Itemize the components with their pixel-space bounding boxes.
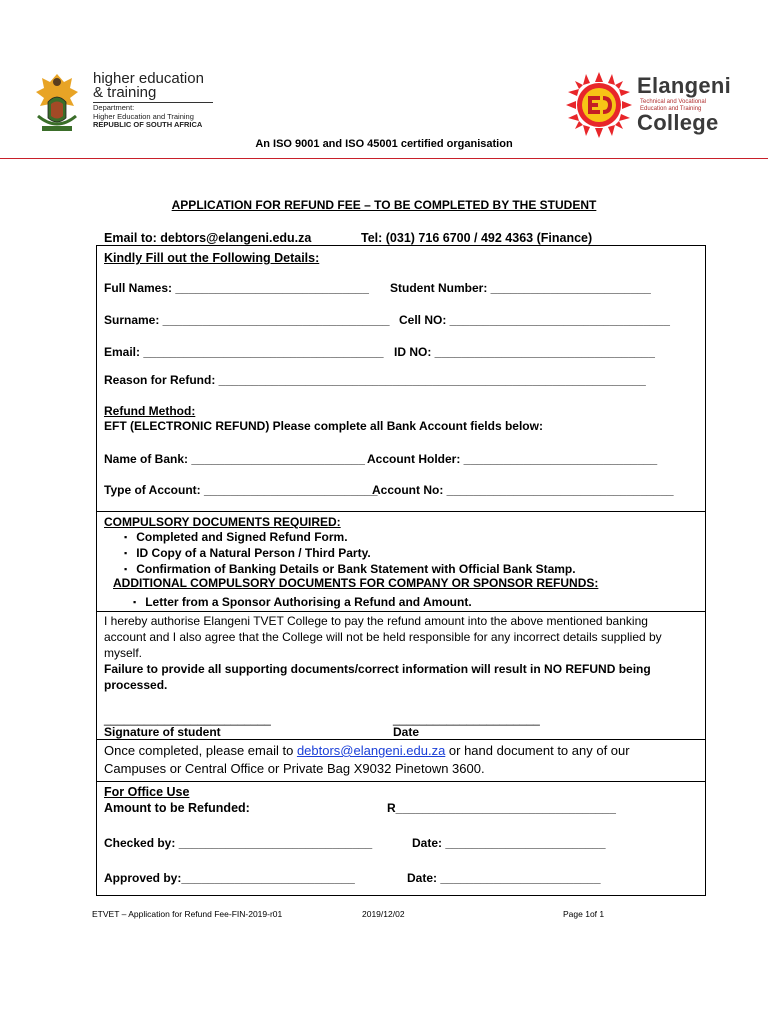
footer-doc-ref: ETVET – Application for Refund Fee-FIN-2019-r01 — [92, 909, 283, 919]
footer-page: Page 1of 1 — [563, 909, 605, 919]
details-section — [96, 245, 706, 512]
elangeni-sun-logo — [566, 72, 632, 138]
surname-field[interactable]: Surname: __________________________________ — [104, 313, 390, 327]
dhet-department — [93, 104, 202, 130]
eft-instruction: EFT (ELECTRONIC REFUND) Please complete all Bank Account fields below: — [104, 419, 543, 433]
additional-documents-heading: ADDITIONAL COMPULSORY DOCUMENTS FOR COMPANY OR SPONSOR REFUNDS: — [113, 576, 599, 590]
account-no-field[interactable]: Account No: __________________________________ — [372, 483, 674, 497]
documents-heading: COMPULSORY DOCUMENTS REQUIRED: — [104, 515, 341, 529]
authorisation-line-3: myself. — [104, 646, 143, 660]
authorisation-line-2: account and I also agree that the College will not be held responsible for any incorrect details supplied by — [104, 630, 662, 644]
signature-label: Signature of student — [104, 725, 221, 739]
form-title: APPLICATION FOR REFUND FEE – TO BE COMPLETED BY THE STUDENT — [171, 198, 597, 212]
document-item-label: ID Copy of a Natural Person / Third Party. — [136, 546, 371, 560]
approved-date-field[interactable]: Date: ________________________ — [407, 871, 601, 885]
authorisation-section — [96, 611, 706, 740]
college-subtitle: Technical and Vocational Education and Training — [640, 99, 707, 112]
coat-of-arms-logo — [34, 72, 80, 134]
documents-list — [124, 530, 576, 578]
dhet-line-1: higher education — [93, 70, 204, 87]
reason-field[interactable]: Reason for Refund: ________________________________________________________________ — [104, 373, 646, 387]
dhet-country: REPUBLIC OF SOUTH AFRICA — [93, 120, 203, 129]
details-heading: Kindly Fill out the Following Details: — [104, 251, 320, 265]
cell-no-field[interactable]: Cell NO: _________________________________ — [399, 313, 670, 327]
header-divider — [0, 158, 768, 159]
signature-line[interactable]: _________________________ — [104, 712, 271, 726]
list-item — [124, 530, 576, 546]
list-item — [133, 595, 472, 609]
square-bullet-icon: ▪ — [124, 564, 128, 574]
footer-date: 2019/12/02 — [362, 909, 405, 919]
submission-line-1 — [104, 743, 630, 758]
date-line[interactable]: ______________________ — [393, 712, 540, 726]
additional-item-label: Letter from a Sponsor Authorising a Refund and Amount. — [145, 595, 472, 609]
square-bullet-icon: ▪ — [124, 548, 128, 558]
document-item-label: Completed and Signed Refund Form. — [136, 530, 348, 544]
telephone: Tel: (031) 716 6700 / 492 4363 (Finance) — [361, 231, 593, 245]
dhet-dept-label: Department: — [93, 103, 135, 112]
authorisation-line-1: I hereby authorise Elangeni TVET College to pay the refund amount into the above mentioned banking — [104, 614, 648, 628]
dhet-wordmark — [93, 72, 204, 100]
bank-name-field[interactable]: Name of Bank: __________________________ — [104, 452, 365, 466]
debtors-email-link[interactable]: debtors@elangeni.edu.za — [296, 743, 446, 758]
id-no-field[interactable]: ID NO: _________________________________ — [394, 345, 655, 359]
email-to: Email to: debtors@elangeni.edu.za — [104, 231, 312, 245]
amount-field[interactable]: R_________________________________ — [387, 801, 616, 815]
square-bullet-icon: ▪ — [133, 597, 137, 607]
list-item — [124, 546, 576, 562]
date-label: Date — [393, 725, 420, 739]
warning-line-2: processed. — [104, 678, 168, 692]
office-use-section — [96, 781, 706, 896]
email-field[interactable]: Email: ____________________________________ — [104, 345, 384, 359]
warning-line-1: Failure to provide all supporting documents/correct information will result in NO REFUND being — [104, 662, 651, 676]
checked-by-field[interactable]: Checked by: _____________________________ — [104, 836, 373, 850]
student-number-field[interactable]: Student Number: ________________________ — [390, 281, 651, 295]
full-names-field[interactable]: Full Names: _____________________________ — [104, 281, 369, 295]
college-name: Elangeni — [637, 73, 732, 98]
amount-label: Amount to be Refunded: — [104, 801, 250, 815]
office-use-heading: For Office Use — [104, 785, 190, 799]
documents-section — [96, 511, 706, 612]
iso-statement: An ISO 9001 and ISO 45001 certified organisation — [255, 138, 513, 150]
submission-line-2: Campuses or Central Office or Private Bag X9032 Pinetown 3600. — [104, 761, 485, 776]
document-item-label: Confirmation of Banking Details or Bank Statement with Official Bank Stamp. — [136, 562, 576, 576]
dhet-line-2: & training — [93, 84, 157, 101]
account-type-field[interactable]: Type of Account: __________________________ — [104, 483, 378, 497]
checked-date-field[interactable]: Date: ________________________ — [412, 836, 606, 850]
submission-section — [96, 739, 706, 782]
college-word: College — [637, 110, 719, 135]
account-holder-field[interactable]: Account Holder: _____________________________ — [367, 452, 658, 466]
approved-by-field[interactable]: Approved by:__________________________ — [104, 871, 355, 885]
submission-suffix: or hand document to any of our — [445, 743, 630, 758]
dhet-dept-name: Higher Education and Training — [93, 111, 194, 121]
square-bullet-icon: ▪ — [124, 532, 128, 542]
submission-prefix: Once completed, please email to — [104, 743, 297, 758]
refund-method-heading: Refund Method: — [104, 404, 196, 418]
